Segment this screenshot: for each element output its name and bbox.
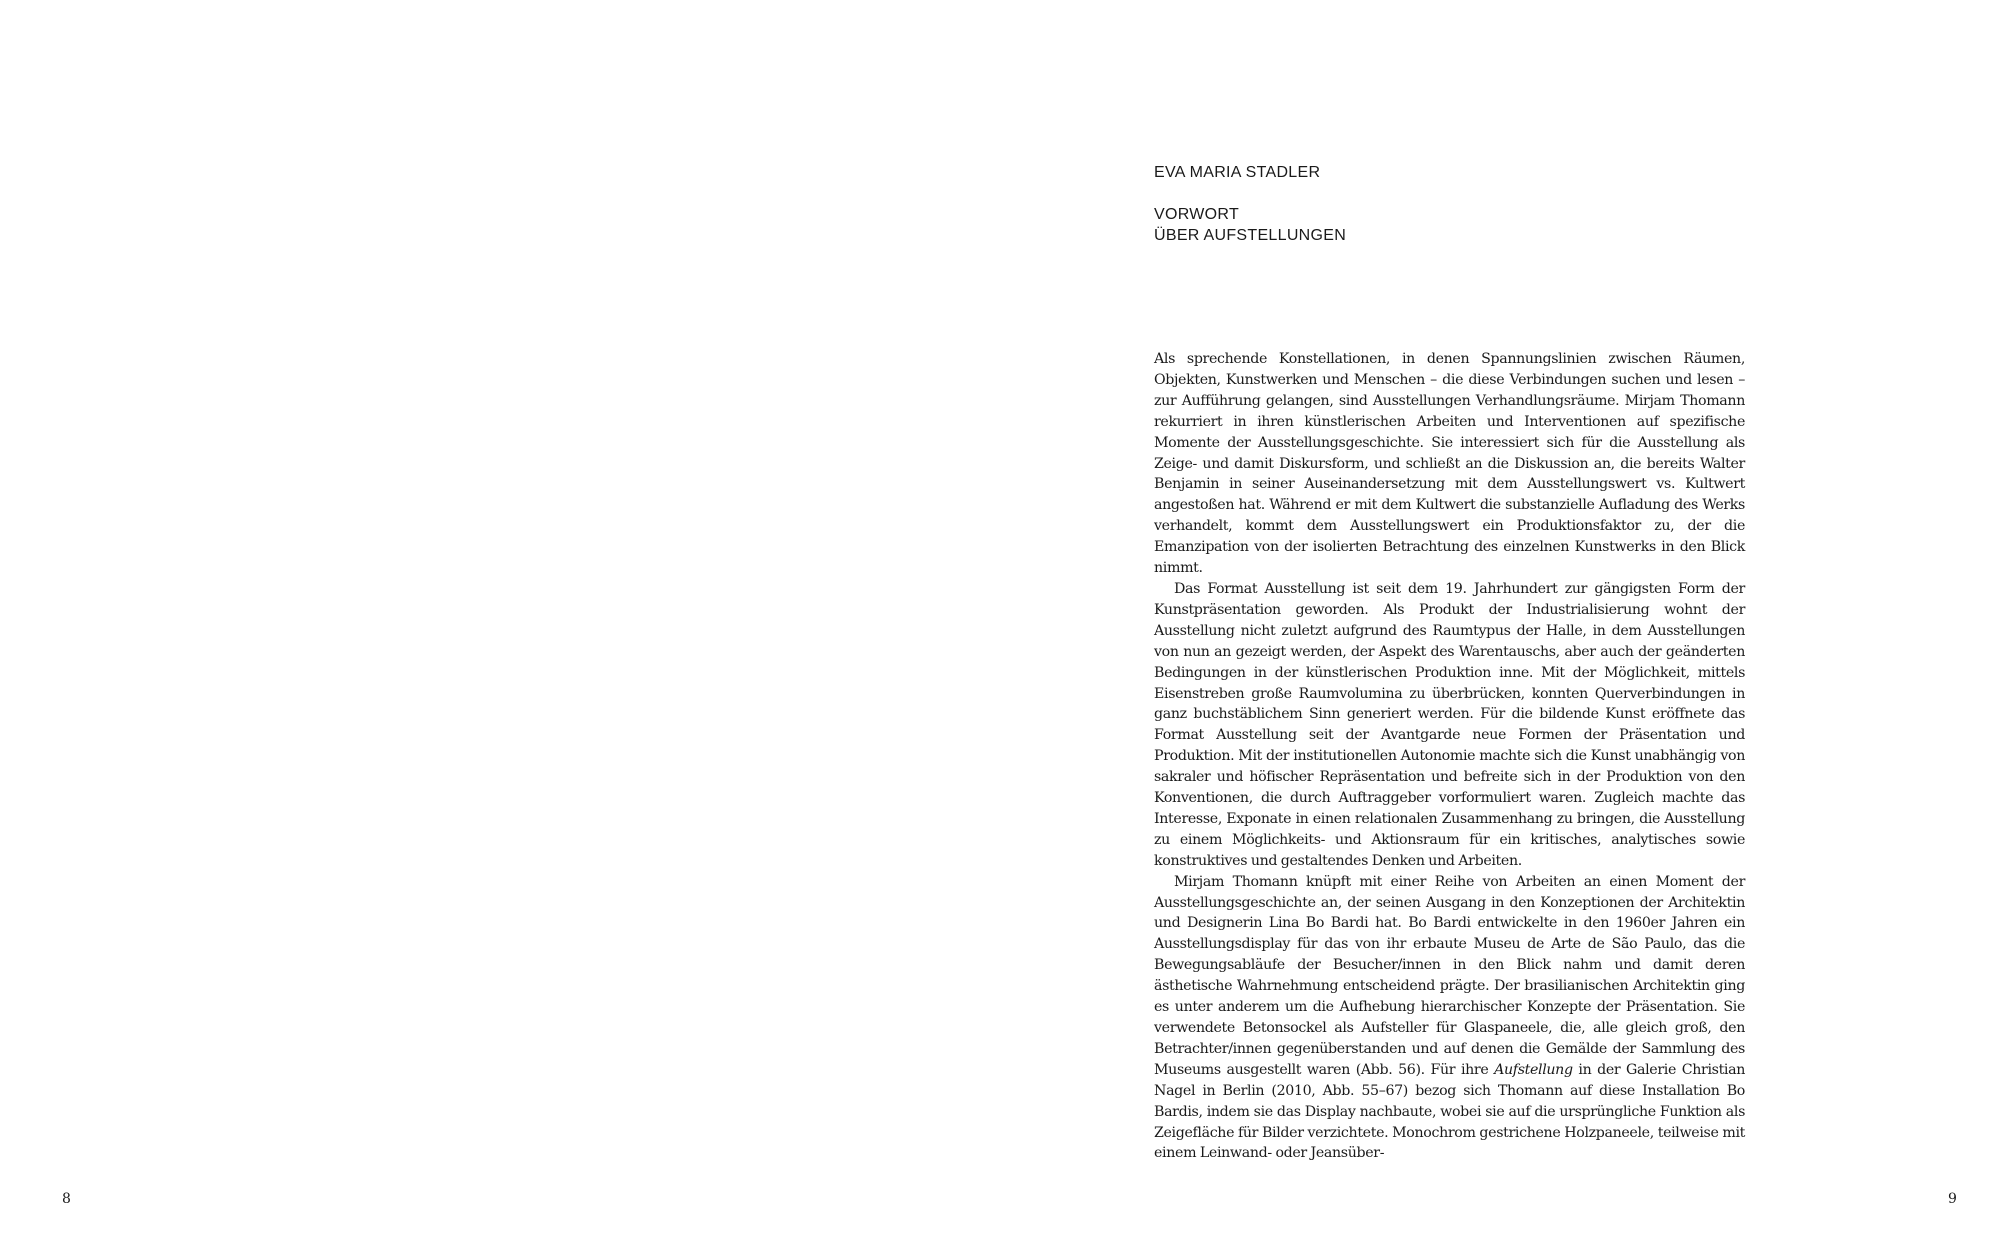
page-number-left: 8: [62, 1191, 71, 1207]
right-page: [1000, 0, 2000, 1244]
body-text: [1154, 349, 1745, 1164]
chapter-title: [1154, 204, 1346, 246]
paragraph-1: Als sprechende Konstellationen, in denen Spannungslinien zwischen Räumen, Objekten, Kunstwerken und Menschen – die diese Verbindungen suchen und lesen – zur Aufführung gelangen, sind Ausstellungen Verhandlungsräume. Mirjam Thomann rekurriert in ihren künstlerischen Arbeiten und Interventionen auf spezifische Momente der Ausstellungsgeschichte. Sie interessiert sich für die Ausstellung als Zeige- und damit Diskursform, und schließt an die Diskussion an, die bereits Walter Benjamin in seiner Auseinandersetzung mit dem Ausstellungswert vs. Kultwert angestoßen hat. Während er mit dem Kultwert die substanzielle Aufladung des Werks verhandelt, kommt dem Ausstellungswert ein Produktionsfaktor zu, der die Emanzipation von der isolierten Betrachtung des einzelnen Kunstwerks in den Blick nimmt.: [1154, 351, 1745, 577]
artwork-title-aufstellung: Aufstellung: [1494, 1061, 1573, 1078]
paragraph-2: Das Format Ausstellung ist seit dem 19. Jahrhundert zur gängigsten Form der Kunstpräsentation geworden. Als Produkt der Industrialisierung wohnt der Ausstellung nicht zuletzt aufgrund des Raumtypus der Halle, in dem Ausstellungen von nun an gezeigt werden, der Aspekt des Warentauschs, aber auch der geänderten Bedingungen in der künstlerischen Produktion inne. Mit der Möglichkeit, mittels Eisenstreben große Raumvolumina zu überbrücken, konnten Querverbindungen in ganz buchstäblichem Sinn generiert werden. Für die bildende Kunst eröffnete das Format Ausstellung seit der Avantgarde neue Formen der Präsentation und Produktion. Mit der institutionellen Autonomie machte sich die Kunst unabhängig von sakraler und höfischer Repräsentation und befreite sich in der Produktion von den Konventionen, die durch Auftraggeber vorformuliert waren. Zugleich machte das Interesse, Exponate in einen relationalen Zusammenhang zu bringen, die Ausstellung zu einem Möglichkeits- und Aktionsraum für ein kritisches, analytisches sowie konstruktives und gestaltendes Denken und Arbeiten.: [1154, 580, 1745, 869]
title-line-2: ÜBER AUFSTELLUNGEN: [1154, 227, 1347, 244]
title-line-1: VORWORT: [1154, 206, 1240, 223]
paragraph-3: [1154, 872, 1745, 1165]
paragraph-3-part-1: Mirjam Thomann knüpft mit einer Reihe von Arbeiten an einen Moment der Ausstellungsgeschichte an, der seinen Ausgang in den Konzeptionen der Architektin und Designerin Lina Bo Bardi hat. Bo Bardi entwickelte in den 1960er Jahren ein Ausstellungsdisplay für das von ihr erbaute Museu de Arte de São Paulo, das die Bewegungsabläufe der Besucher/innen in den Blick nahm und damit deren ästhetische Wahrnehmung entscheidend prägte. Der brasilianischen Architektin ging es unter anderem um die Aufhebung hierarchischer Konzepte der Präsentation. Sie verwendete Betonsockel als Aufsteller für Glaspaneele, die, alle gleich groß, den Betrachter/innen gegenüberstanden und auf denen die Gemälde der Sammlung des Museums ausgestellt waren (Abb. 56). Für ihre: [1154, 873, 1745, 1078]
page-number-right: 9: [1948, 1191, 1957, 1207]
author-name: EVA MARIA STADLER: [1154, 164, 1321, 181]
paragraph-3-part-2: in der Galerie Christian Nagel in Berlin (2010, Abb. 55–67) bezog sich Thomann auf diese Installation Bo Bardis, indem sie das Display nachbaute, wobei sie auf die ursprüngliche Funktion als Zeigefläche für Bilder verzichtete. Monochrom gestrichene Holzpaneele, teilweise mit einem Leinwand- oder Jeansüber-: [1154, 1061, 1745, 1162]
